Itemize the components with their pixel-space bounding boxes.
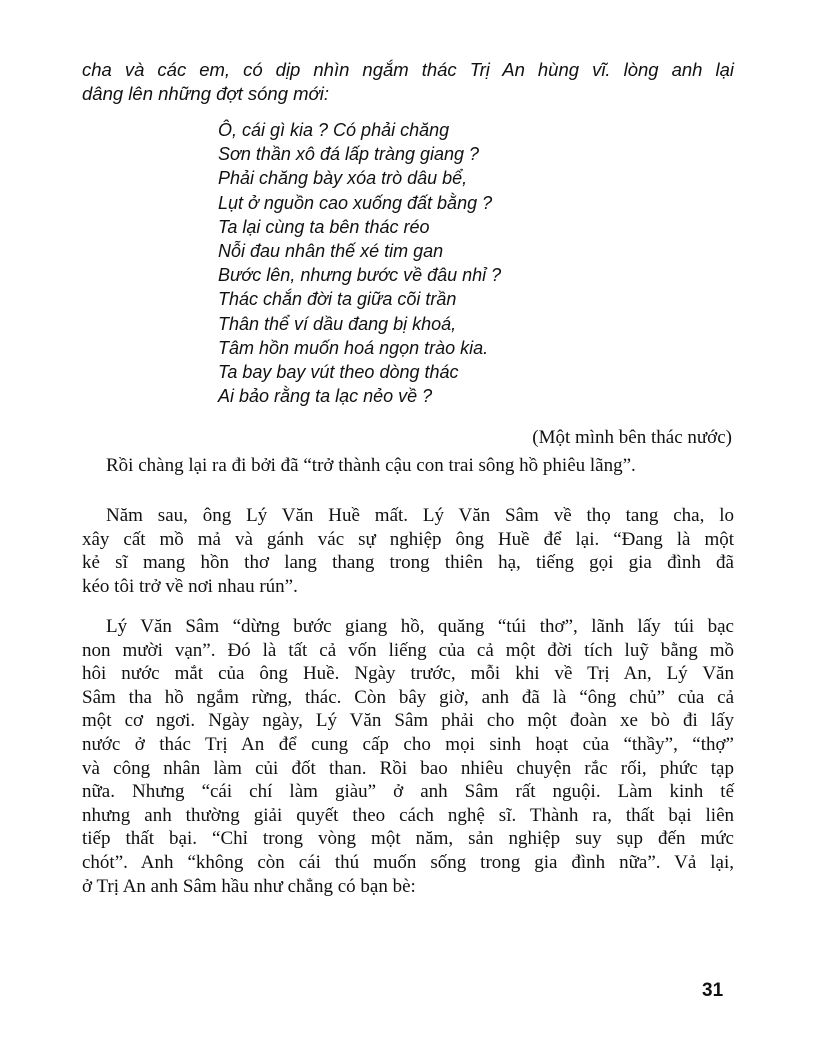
page-number: 31: [702, 980, 724, 1001]
text-line: và công nhân làm củi đốt than. Rồi bao nhiêu chuyện rắc rối, phức tạp: [82, 757, 734, 779]
text-line: non mười vạn”. Đó là tất cả vốn liếng của cả một đời tích luỹ bằng mồ: [82, 639, 734, 661]
text-line: cha và các em, có dịp nhìn ngắm thác Trị An hùng vĩ. lòng anh lại: [82, 59, 734, 80]
text-line: nữa. Nhưng “cái chí làm giàu” ở anh Sâm rất nguội. Làm kinh tế: [82, 781, 734, 803]
text-line: dâng lên những đợt sóng mới:: [82, 83, 329, 104]
poem-line: Ta bay bay vút theo dòng thác: [218, 362, 459, 383]
text-line: Năm sau, ông Lý Văn Huề mất. Lý Văn Sâm về thọ tang cha, lo: [106, 505, 734, 526]
poem-line: Tâm hồn muốn hoá ngọn trào kia.: [218, 337, 489, 358]
text-line: xây cất mồ mả và gánh vác sự nghiệp ông Huề để lại. “Đang là một: [82, 528, 734, 550]
text-line: ở Trị An anh Sâm hầu như chẳng có bạn bè:: [82, 875, 416, 897]
text-line: nhưng anh thường giải quyết theo cách nghệ sĩ. Thành ra, thất bại liên: [82, 804, 734, 826]
text-line: Rồi chàng lại ra đi bởi đã “trở thành cậu con trai sông hồ phiêu lãng”.: [106, 455, 636, 476]
text-line: chót”. Anh “không còn cái thú muốn sống trong gia đình nữa”. Vả lại,: [82, 851, 734, 873]
paragraph-3: [82, 615, 734, 898]
text-line: một cơ ngơi. Ngày ngày, Lý Văn Sâm phải cho một đoàn xe bò đi lấy: [82, 710, 734, 732]
text-line: Sâm tha hồ ngắm rừng, thác. Còn bây giờ, anh đã là “ông chủ” của cả: [82, 686, 734, 708]
poem-line: Bước lên, nhưng bước về đâu nhỉ ?: [218, 265, 502, 286]
text-line: kéo tôi trở về nơi nhau rún”.: [82, 575, 298, 597]
text-line: hôi nước mắt của ông Huề. Ngày trước, mỗi khi về Trị An, Lý Văn: [82, 663, 734, 685]
poem-line: Lụt ở nguồn cao xuống đất bằng ?: [218, 192, 493, 213]
poem-line: Ta lại cùng ta bên thác réo: [218, 216, 430, 237]
poem-line: Nỗi đau nhân thế xé tim gan: [218, 241, 444, 262]
paragraph-2: [82, 504, 734, 598]
poem-line: Ô, cái gì kia ? Có phải chăng: [218, 120, 450, 140]
poem-line: Sơn thần xô đá lấp tràng giang ?: [218, 144, 480, 165]
text-line: kẻ sĩ mang hồn thơ lang thang trong thiên hạ, tiếng gọi gia đình đã: [82, 552, 734, 574]
poem: [218, 118, 501, 408]
text-line: tiếp thất bại. “Chỉ trong vòng một năm, sản nghiệp suy sụp đến mức: [82, 828, 734, 850]
text-line: Lý Văn Sâm “dừng bước giang hồ, quăng “túi thơ”, lãnh lấy túi bạc: [106, 616, 734, 637]
poem-line: Ai bảo rằng ta lạc nẻo về ?: [218, 386, 433, 407]
poem-line: Thân thể ví dầu đang bị khoá,: [218, 313, 457, 334]
poem-attribution: (Một mình bên thác nước): [532, 427, 732, 448]
text-line: nước ở thác Trị An để cung cấp cho mọi sinh hoạt của “thầy”, “thợ”: [82, 733, 734, 755]
poem-line: Thác chắn đời ta giữa cõi trần: [218, 289, 457, 310]
paragraph-1: [82, 454, 734, 478]
poem-line: Phải chăng bày xóa trò dâu bể,: [218, 168, 468, 189]
intro-text: [82, 58, 734, 106]
